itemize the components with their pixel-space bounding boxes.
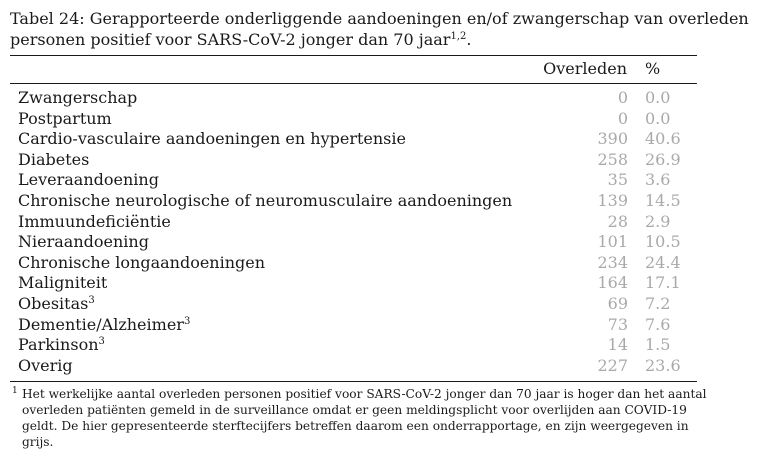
row-percent: 0.0: [645, 88, 671, 107]
table-top-rule: [10, 55, 697, 56]
row-percent: 26.9: [645, 149, 681, 169]
header-percent: %: [645, 59, 661, 78]
row-percent: 0.0: [645, 108, 671, 128]
row-label: [18, 273, 107, 294]
row-deaths: 0: [617, 108, 628, 128]
caption-superscript: 1,2: [450, 31, 467, 42]
row-deaths: 73: [607, 314, 628, 334]
row-percent: 14.5: [645, 190, 681, 210]
caption-end: .: [466, 30, 472, 49]
row-deaths: 390: [597, 129, 628, 149]
row-percent: 10.5: [645, 232, 681, 252]
row-percent: 7.6: [645, 314, 671, 334]
row-deaths: 234: [597, 252, 628, 272]
table-row: [10, 232, 697, 253]
row-label-text: Maligniteit: [18, 273, 108, 293]
table-row: [10, 150, 697, 171]
footnote: [12, 386, 712, 450]
row-label: [18, 315, 190, 336]
caption-text: Gerapporteerde onderliggende aandoeningen en/of zwangerschap van overleden personen positief voor SARS-CoV-2 jonger dan 70 jaar: [10, 9, 749, 49]
row-deaths: 227: [597, 355, 628, 375]
row-label-text: Parkinson: [18, 335, 99, 355]
row-percent: 7.2: [645, 293, 671, 313]
row-label-text: Leveraandoening: [18, 170, 159, 190]
row-deaths: 101: [597, 232, 628, 252]
row-percent: 23.6: [645, 355, 681, 375]
row-deaths: 258: [597, 149, 628, 169]
table-row: [10, 335, 697, 356]
row-percent: 40.6: [645, 129, 681, 149]
row-deaths: 69: [607, 293, 628, 313]
row-label-superscript: 3: [183, 315, 191, 327]
row-deaths: 0: [617, 88, 628, 107]
row-label-text: Cardio-vasculaire aandoeningen en hypertensie: [18, 129, 406, 149]
row-label-text: Immuundeficiëntie: [18, 211, 171, 231]
table-row: [10, 253, 697, 274]
row-label-text: Obesitas: [18, 293, 89, 313]
row-percent: 3.6: [645, 170, 671, 190]
footnote-text: Het werkelijke aantal overleden personen positief voor SARS-CoV-2 jonger dan 70 jaar is hoger dan het aantal overleden patiënten gemeld in de surveillance omdat er geen meldingsplicht voor overlijden aan COVID-19 geldt. De hier gepresenteerde sterftecijfers betreffen daarom een onderrapportage, en zijn weergegeven in grijs.: [22, 387, 707, 449]
row-label-text: Chronische longaandoeningen: [18, 252, 266, 272]
row-label-text: Nieraandoening: [18, 232, 149, 252]
table-bottom-rule: [10, 381, 697, 382]
table-row: [10, 129, 697, 150]
row-label: [18, 191, 512, 212]
row-label: [18, 150, 89, 171]
header-deaths: Overleden: [543, 59, 627, 78]
row-percent: 24.4: [645, 252, 681, 272]
row-percent: 2.9: [645, 211, 671, 231]
row-label: [18, 335, 105, 356]
row-percent: 17.1: [645, 273, 681, 293]
row-label-text: Diabetes: [18, 149, 90, 169]
table-header-rule: [10, 83, 697, 84]
row-label-superscript: 3: [88, 294, 95, 306]
table-row: [10, 273, 697, 294]
row-label: [18, 232, 149, 253]
table-row: [10, 212, 697, 233]
table-body: [10, 88, 697, 376]
table-row: [10, 191, 697, 212]
row-label: [18, 109, 112, 130]
row-label-superscript: 3: [98, 336, 105, 348]
row-deaths: 164: [597, 273, 628, 293]
row-label: [18, 129, 406, 150]
row-label: [18, 212, 171, 233]
table-row: [10, 88, 697, 109]
row-label-text: Postpartum: [18, 108, 112, 128]
row-label-text: Dementie/Alzheimer: [18, 314, 184, 334]
footnote-marker: 1: [12, 386, 18, 396]
table-row: [10, 109, 697, 130]
row-label-text: Zwangerschap: [18, 88, 138, 107]
row-deaths: 139: [597, 190, 628, 210]
row-deaths: 14: [607, 335, 628, 355]
row-percent: 1.5: [645, 335, 671, 355]
row-label: [18, 356, 73, 377]
row-deaths: 35: [607, 170, 628, 190]
row-label: [18, 253, 265, 274]
table-row: [10, 294, 697, 315]
caption-prefix: Tabel 24:: [10, 9, 85, 28]
row-label-text: Overig: [18, 355, 73, 375]
row-deaths: 28: [607, 211, 628, 231]
row-label: [18, 88, 137, 109]
table-row: [10, 170, 697, 191]
row-label-text: Chronische neurologische of neuromusculaire aandoeningen: [18, 190, 513, 210]
table-row: [10, 356, 697, 377]
row-label: [18, 170, 159, 191]
table-row: [10, 315, 697, 336]
row-label: [18, 294, 95, 315]
table-caption: [10, 8, 750, 50]
